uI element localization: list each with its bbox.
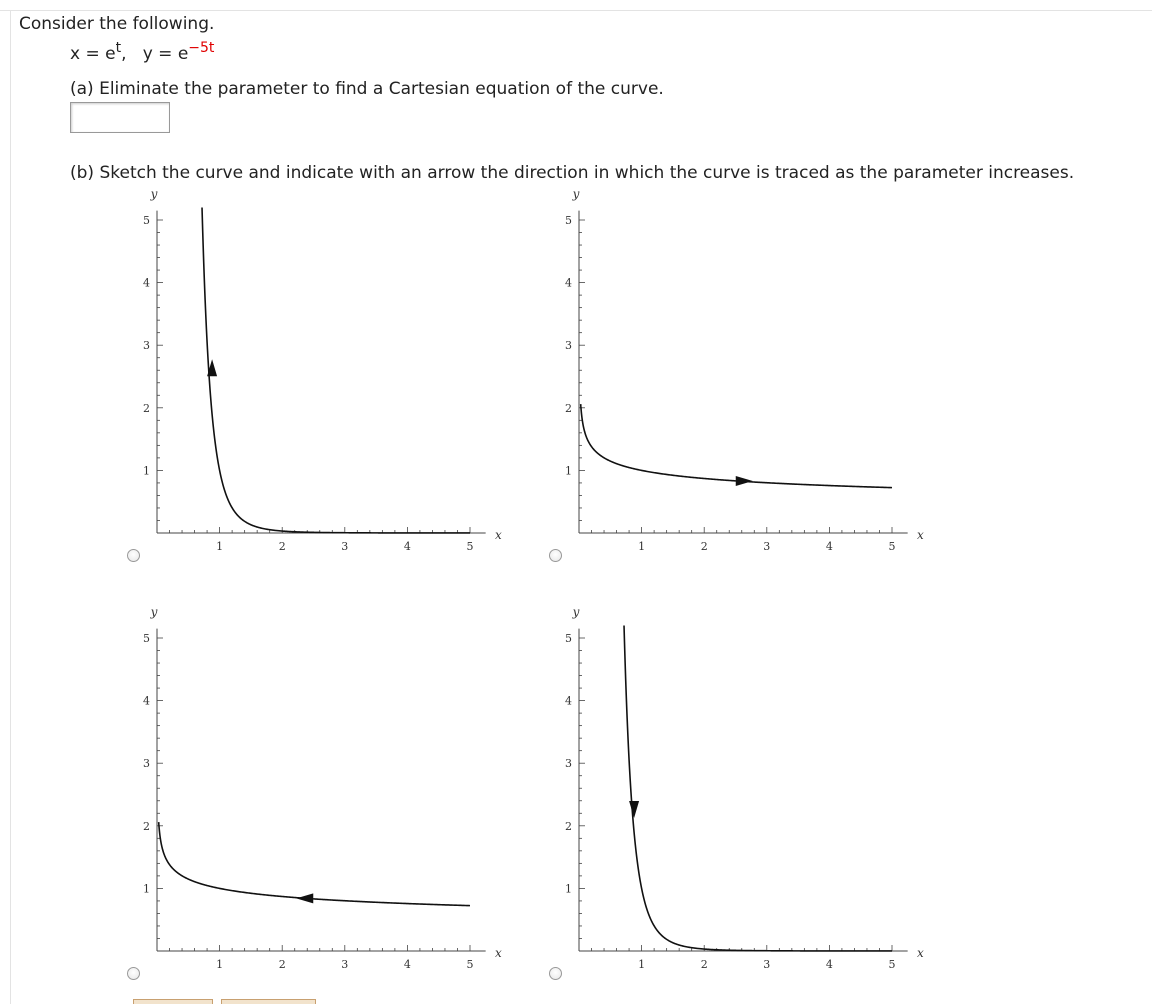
x-axis-label: x	[495, 946, 502, 960]
y-tick-label: 2	[565, 819, 572, 833]
x-axis-label: x	[917, 528, 924, 542]
x-tick-label: 5	[466, 540, 474, 553]
curve	[159, 822, 470, 906]
x-tick-label: 5	[888, 958, 896, 971]
direction-arrow-icon	[629, 801, 639, 818]
radio-option-b[interactable]	[549, 549, 562, 562]
chart-b	[532, 185, 932, 555]
x-tick-label: 5	[466, 958, 474, 971]
action-button-1[interactable]	[133, 999, 213, 1004]
y-tick-label: 3	[565, 757, 572, 771]
y-tick-label: 1	[565, 882, 572, 896]
y-tick-label: 2	[143, 819, 150, 833]
y-tick-label: 1	[143, 464, 150, 478]
x-tick-label: 2	[700, 540, 708, 553]
y-tick-label: 4	[565, 276, 572, 290]
x-tick-label: 1	[216, 540, 224, 553]
direction-arrow-icon	[736, 476, 753, 486]
y-axis-label: y	[572, 605, 580, 620]
chart-c	[110, 603, 510, 973]
x-tick-label: 1	[216, 958, 224, 971]
x-tick-label: 3	[763, 540, 771, 553]
y-tick-label: 5	[143, 214, 150, 227]
question-prompt: Consider the following.	[19, 14, 215, 34]
radio-option-c[interactable]	[127, 967, 140, 980]
chart-a	[110, 185, 510, 555]
x-exponent: t	[115, 40, 122, 56]
x-tick-label: 4	[403, 958, 411, 971]
y-tick-label: 3	[565, 339, 572, 353]
y-tick-label: 3	[143, 757, 150, 771]
x-tick-label: 2	[278, 958, 286, 971]
part-b-text: (b) Sketch the curve and indicate with an arrow the direction in which the curve is traced as the parameter increases.	[70, 163, 1075, 183]
direction-arrow-icon	[296, 893, 313, 903]
x-tick-label: 3	[341, 540, 349, 553]
y-axis-label: y	[572, 187, 580, 202]
y-axis-label: y	[150, 605, 158, 620]
curve	[202, 207, 470, 533]
y-tick-label: 4	[143, 276, 150, 290]
x-tick-label: 4	[403, 540, 411, 553]
cartesian-equation-input[interactable]	[70, 102, 170, 133]
x-equation: x = e	[70, 44, 116, 64]
radio-option-d[interactable]	[549, 967, 562, 980]
parametric-equations	[70, 40, 215, 64]
y-tick-label: 1	[565, 464, 572, 478]
curve	[581, 404, 892, 488]
left-border	[10, 10, 11, 1004]
y-tick-label: 5	[565, 214, 572, 227]
x-tick-label: 3	[341, 958, 349, 971]
x-tick-label: 1	[638, 958, 646, 971]
x-tick-label: 4	[825, 540, 833, 553]
chart-d	[532, 603, 932, 973]
y-tick-label: 5	[143, 632, 150, 645]
action-button-2[interactable]	[221, 999, 316, 1004]
y-tick-label: 2	[143, 401, 150, 415]
y-tick-label: 4	[565, 694, 572, 708]
radio-option-a[interactable]	[127, 549, 140, 562]
x-tick-label: 2	[278, 540, 286, 553]
x-axis-label: x	[917, 946, 924, 960]
x-tick-label: 1	[638, 540, 646, 553]
y-tick-label: 5	[565, 632, 572, 645]
y-tick-label: 1	[143, 882, 150, 896]
top-border	[0, 10, 1152, 11]
y-tick-label: 2	[565, 401, 572, 415]
x-axis-label: x	[495, 528, 502, 542]
x-tick-label: 2	[700, 958, 708, 971]
x-tick-label: 4	[825, 958, 833, 971]
y-axis-label: y	[150, 187, 158, 202]
x-tick-label: 3	[763, 958, 771, 971]
y-tick-label: 4	[143, 694, 150, 708]
y-tick-label: 3	[143, 339, 150, 353]
y-exponent: −5t	[188, 40, 215, 56]
part-a-text: (a) Eliminate the parameter to find a Cartesian equation of the curve.	[70, 79, 664, 99]
curve	[624, 625, 892, 951]
equation-separator: ,	[121, 44, 127, 64]
y-equation: y = e	[142, 44, 189, 64]
x-tick-label: 5	[888, 540, 896, 553]
